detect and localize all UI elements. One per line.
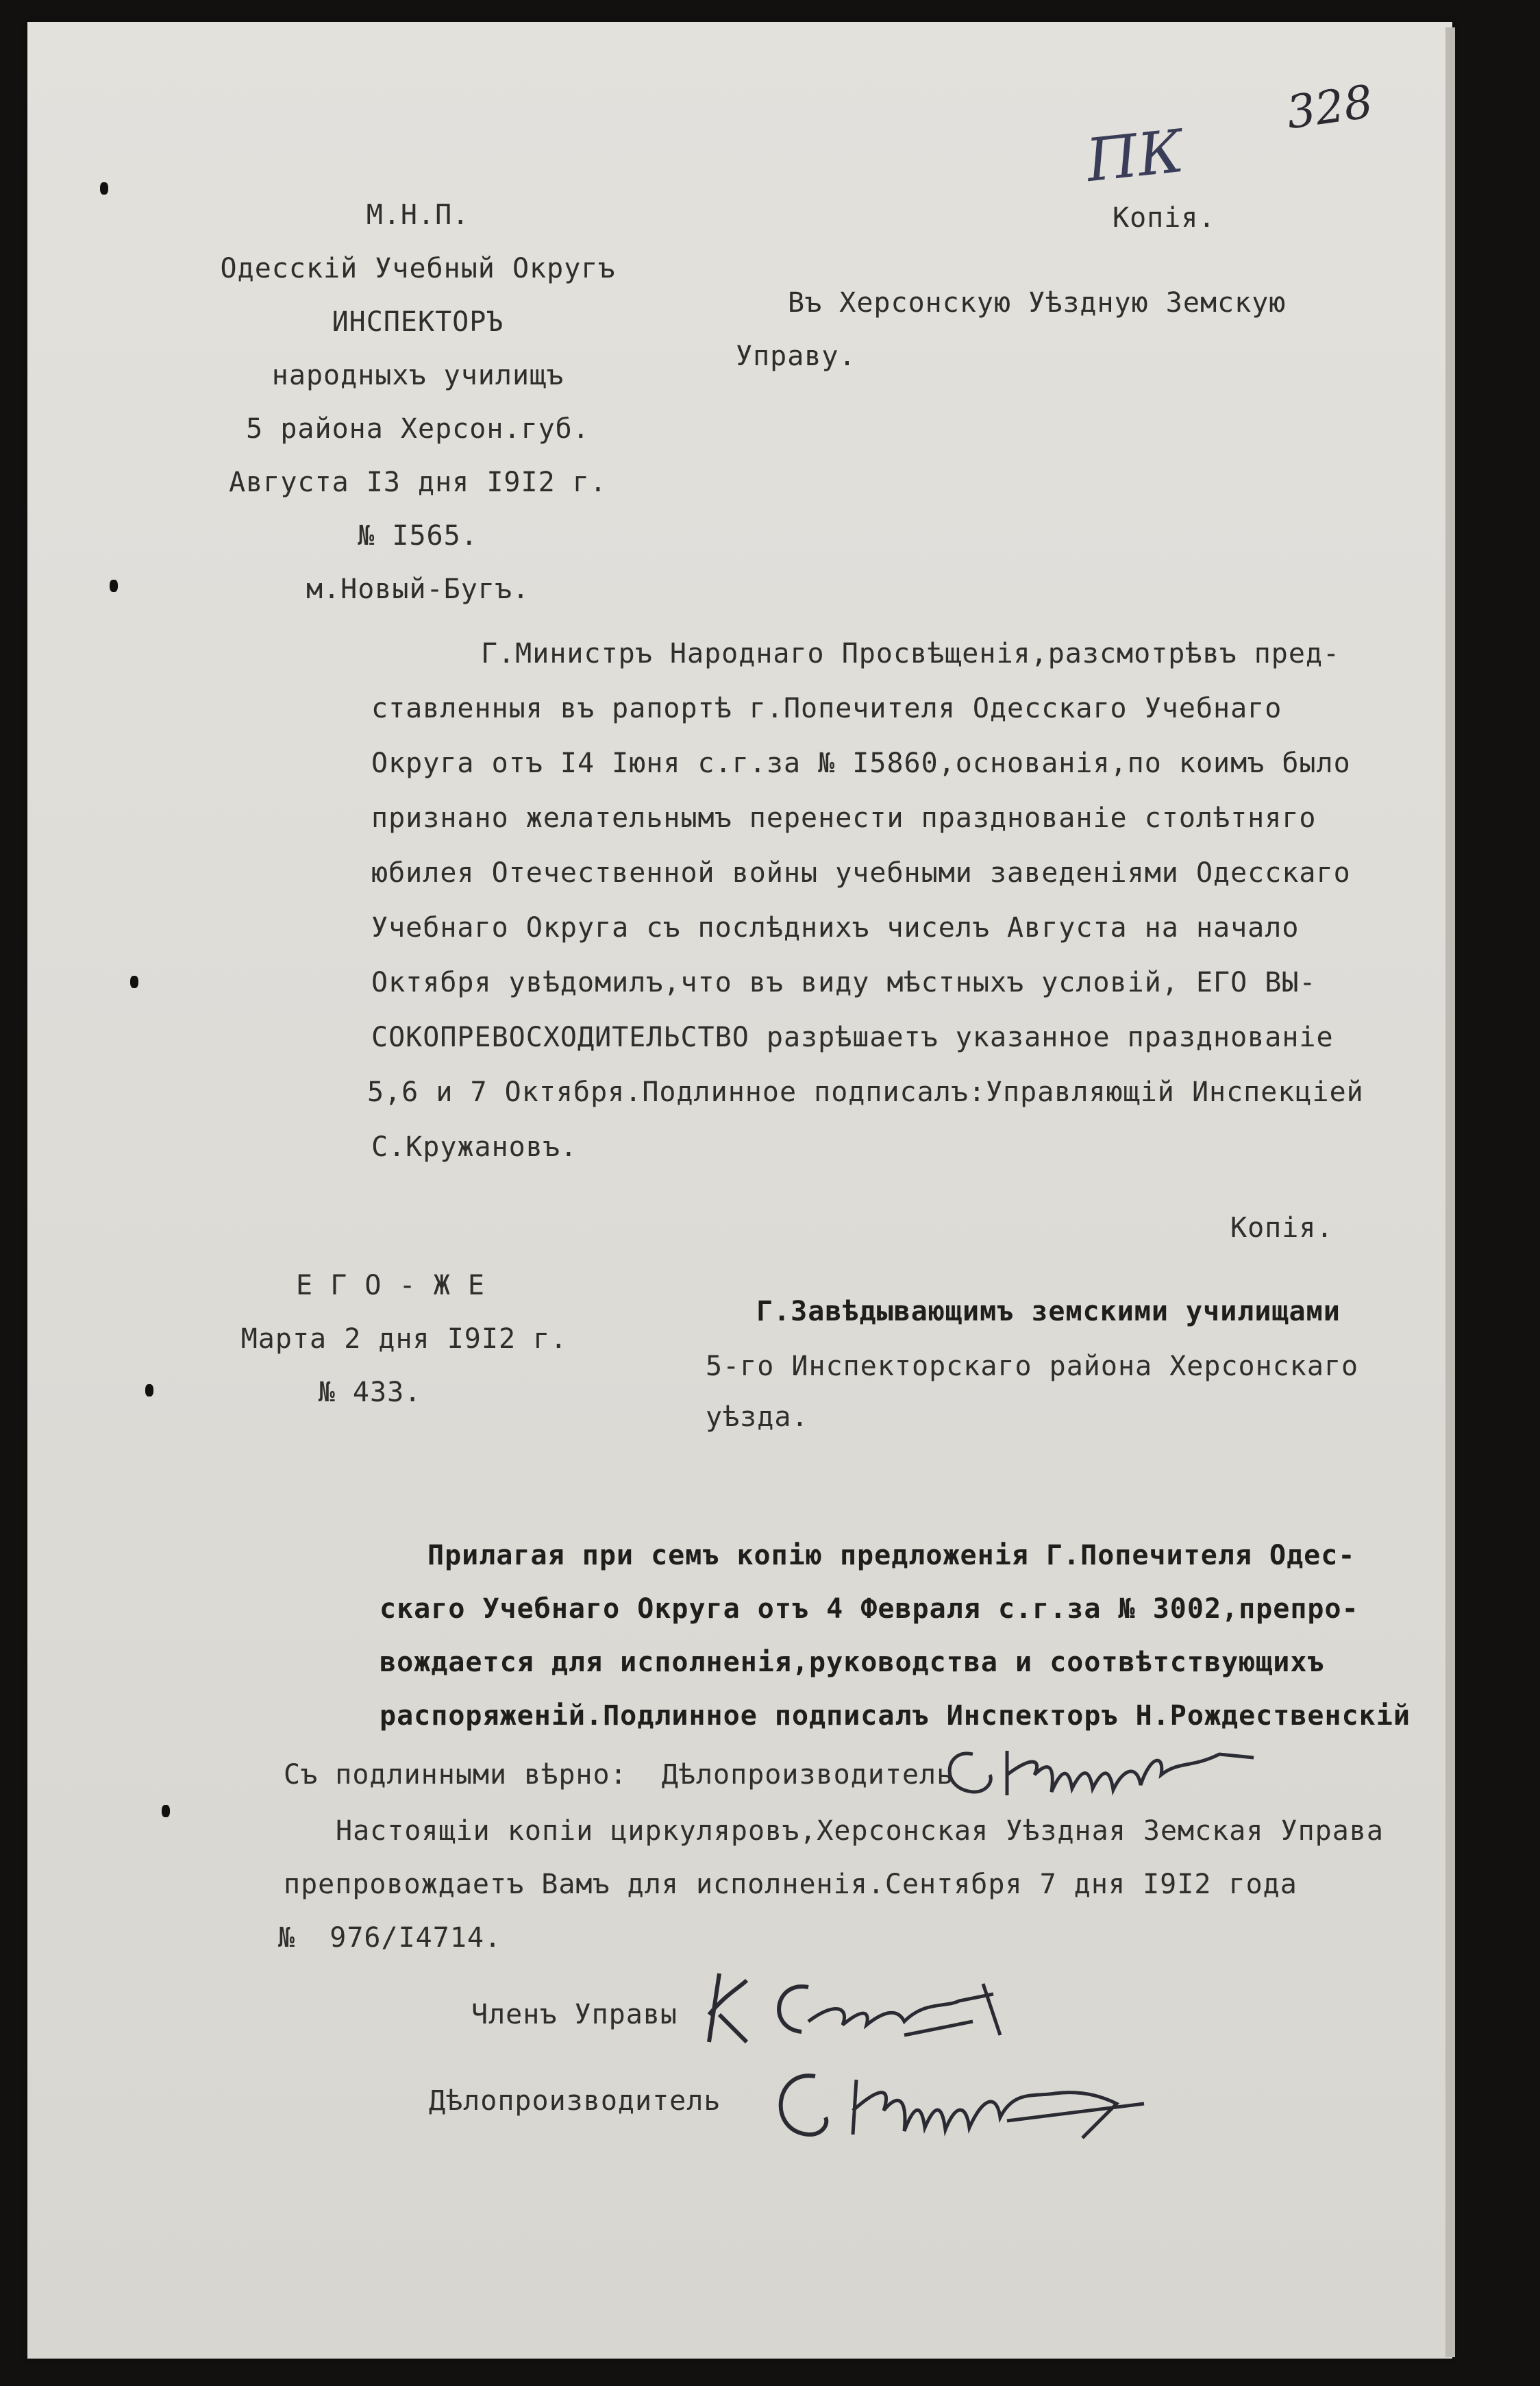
body-2-line: Прилагая при семъ копію предложенія Г.Попечителя Одес-: [427, 1540, 1356, 1571]
number-line: № I565.: [358, 520, 478, 552]
addressee-2-line: 5-го Инспекторскаго района Херсонскаго: [706, 1351, 1359, 1382]
stamp-mark: ПК: [1083, 116, 1187, 196]
body-1-line: 5,6 и 7 Октября.Подлинное подписалъ:Управляющій Инспекціей: [367, 1077, 1364, 1108]
copy-label-2: Копія.: [1230, 1212, 1334, 1244]
binding-hole: [145, 1384, 153, 1397]
body-2-line: скаго Учебнаго Округа отъ 4 Февраля с.г.за № 3002,препро-: [380, 1593, 1359, 1625]
addressee-line-2: Управу.: [736, 341, 856, 372]
clerk-signature-1: [932, 1727, 1315, 1809]
clerk-signature-2: [760, 2056, 1185, 2159]
body-2-line: вождается для исполненія,руководства и соотвѣтствующихъ: [380, 1647, 1325, 1678]
binding-hole: [100, 182, 108, 195]
binding-hole: [130, 976, 138, 988]
clerk-label: Дѣлопроизводитель: [429, 2085, 721, 2117]
body-1-line: признано желательнымъ перенести празднованіе столѣтняго: [371, 802, 1317, 834]
closing-line-2: препровождаетъ Вамъ для исполненія.Сентября 7 дня I9I2 года: [284, 1869, 1297, 1900]
body-1-line: Октября увѣдомилъ,что въ виду мѣстныхъ условій, ЕГО ВЫ-: [371, 967, 1317, 998]
member-label: Членъ Управы: [471, 1999, 678, 2030]
binding-hole: [162, 1805, 170, 1817]
second-number-line: № 433.: [318, 1377, 422, 1408]
certification-line: Съ подлинными вѣрно: Дѣлопроизводитель: [284, 1759, 954, 1791]
body-1-line: ставленныя въ рапортѣ г.Попечителя Одесскаго Учебнаго: [371, 693, 1282, 724]
closing-line-1: Настоящіи копіи циркуляровъ,Херсонская Уѣздная Земская Управа: [336, 1815, 1384, 1847]
body-1-line: Г.Министръ Народнаго Просвѣщенія,разсмотрѣвъ пред-: [481, 638, 1341, 669]
body-2-line: распоряженій.Подлинное подписалъ Инспекторъ Н.Рождественскій: [380, 1700, 1411, 1732]
body-1-line: Учебнаго Округа съ послѣднихъ чиселъ Августа на начало: [371, 912, 1300, 944]
district-line: Одесскій Учебный Округъ: [220, 253, 616, 284]
closing-line-3: № 976/I4714.: [278, 1922, 502, 1954]
body-1-line: СОКОПРЕВОСХОДИТЕЛЬСТВО разрѣшаетъ указанное празднованіе: [371, 1022, 1334, 1053]
member-signature: [699, 1946, 1014, 2063]
schools-line: народныхъ училищъ: [271, 360, 564, 391]
region-line: 5 района Херсон.губ.: [246, 413, 590, 445]
body-1-line: Округа отъ I4 Іюня с.г.за № I5860,основанія,по коимъ было: [371, 748, 1351, 779]
place-line: м.Новый-Бугъ.: [306, 574, 530, 605]
body-1-line: С.Кружановъ.: [371, 1131, 578, 1163]
inspector-line: ИНСПЕКТОРЪ: [332, 306, 504, 338]
date-line: Августа I3 дня I9I2 г.: [229, 467, 607, 498]
binding-hole: [110, 580, 118, 592]
body-1-line: юбилея Отечественной войны учебными заведеніями Одесскаго: [371, 857, 1351, 889]
ego-zhe-line: Е Г О - Ж Е: [296, 1270, 485, 1301]
page-edge: [1445, 27, 1455, 2357]
ministry-line: М.Н.П.: [366, 199, 470, 231]
addressee-line-1: Въ Херсонскую Уѣздную Земскую: [788, 287, 1287, 319]
addressee-2-line: уѣзда.: [706, 1401, 809, 1433]
addressee-2-line: Г.Завѣдывающимъ земскими училищами: [756, 1296, 1341, 1327]
copy-label-1: Копія.: [1113, 202, 1216, 234]
second-date-line: Марта 2 дня I9I2 г.: [240, 1323, 568, 1355]
archive-number: 328: [1283, 75, 1376, 140]
